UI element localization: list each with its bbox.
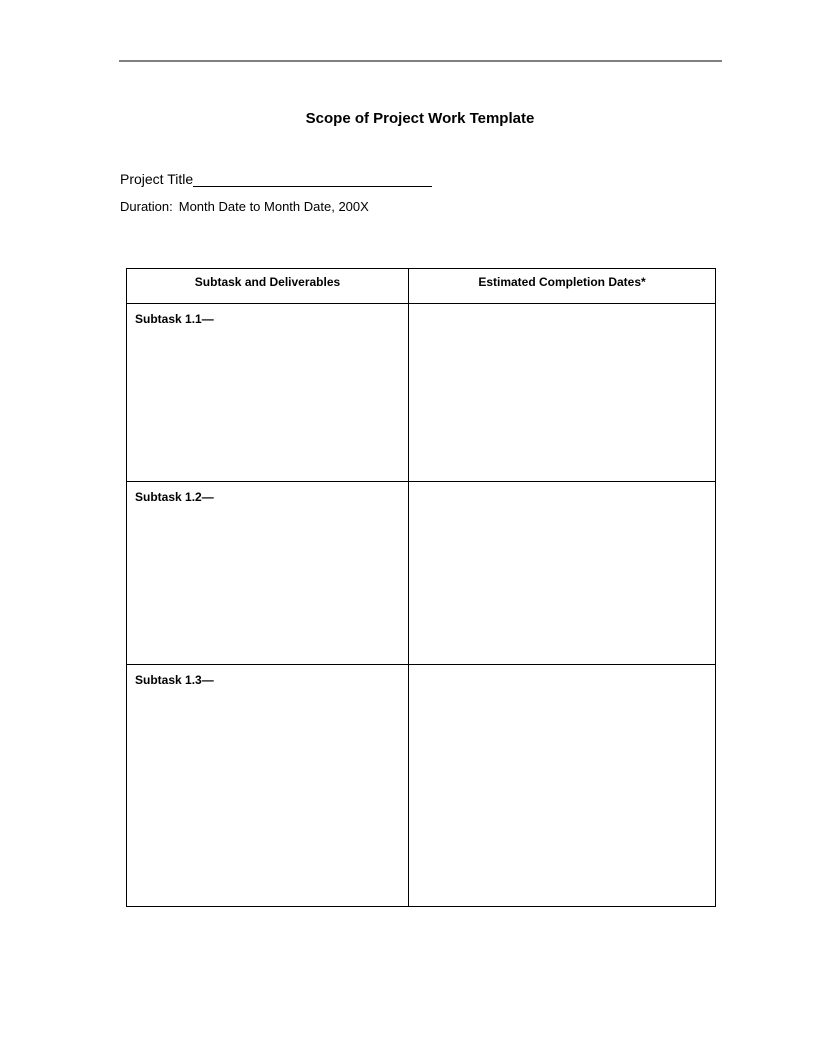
table-header-row — [127, 269, 716, 304]
completion-date-cell[interactable] — [409, 665, 716, 907]
subtask-cell[interactable] — [127, 304, 409, 482]
table-row — [127, 665, 716, 907]
scope-table — [126, 268, 716, 907]
subtask-label: Subtask 1.2— — [135, 490, 214, 504]
header-rule — [119, 60, 722, 62]
subtask-label: Subtask 1.1— — [135, 312, 214, 326]
header-subtask-deliverables: Subtask and Deliverables — [127, 269, 409, 304]
table-row — [127, 304, 716, 482]
completion-date-cell[interactable] — [409, 304, 716, 482]
table-row — [127, 482, 716, 665]
header-estimated-completion-dates: Estimated Completion Dates* — [409, 269, 716, 304]
duration-value: Month Date to Month Date, 200X — [178, 199, 369, 214]
project-title-label: Project Title — [120, 171, 194, 187]
duration-label: Duration: — [120, 199, 173, 214]
duration-line — [120, 199, 369, 214]
subtask-cell[interactable] — [127, 482, 409, 665]
completion-date-cell[interactable] — [409, 482, 716, 665]
document-title: Scope of Project Work Template — [305, 110, 535, 127]
project-title-blank[interactable] — [193, 171, 432, 187]
project-title-field[interactable] — [120, 171, 432, 187]
subtask-label: Subtask 1.3— — [135, 673, 214, 687]
subtask-cell[interactable] — [127, 665, 409, 907]
